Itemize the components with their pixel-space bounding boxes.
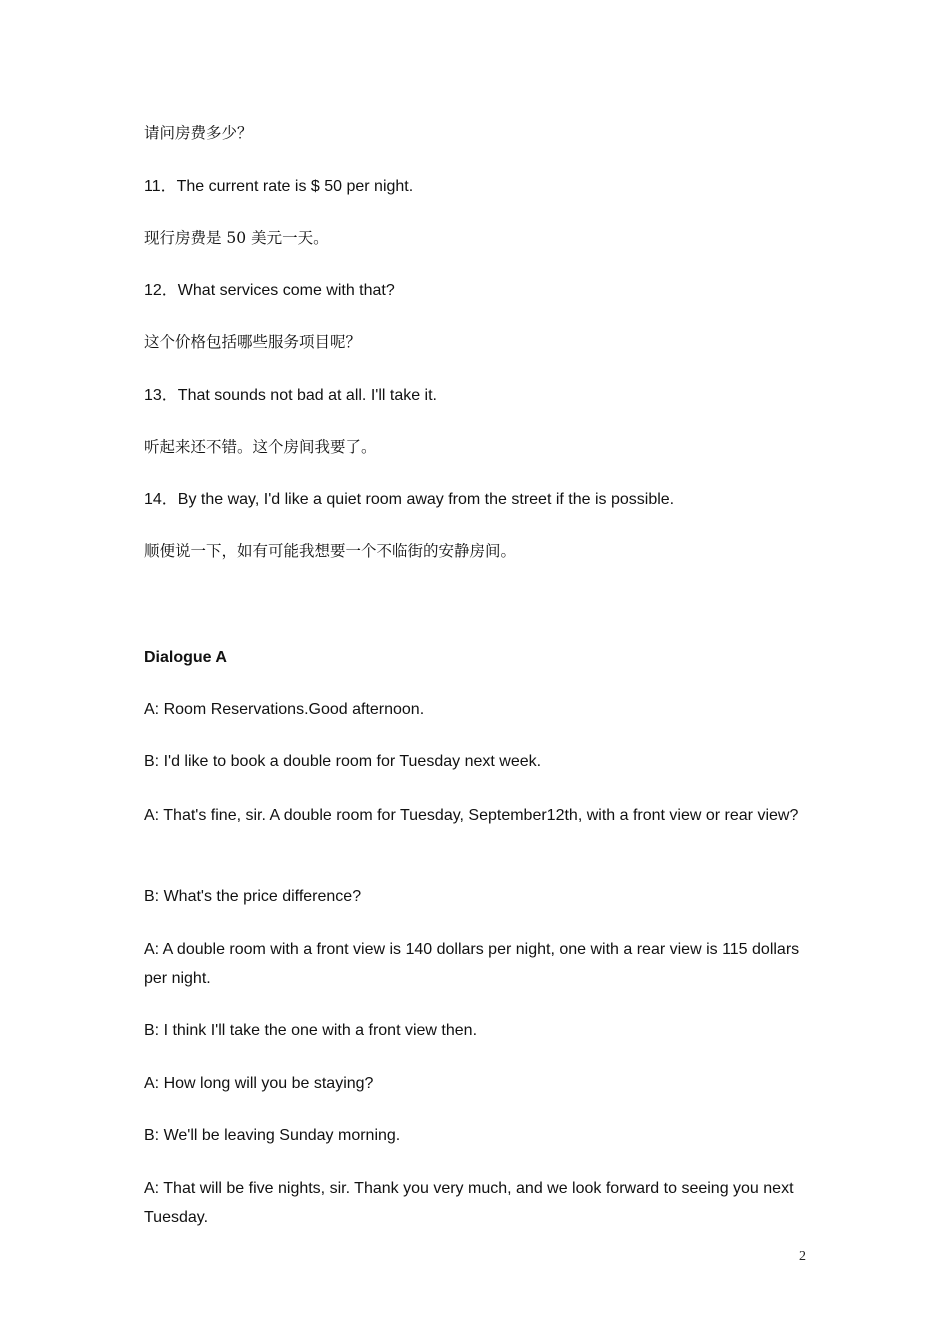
chinese-question-rate: 请问房费多少？	[144, 124, 253, 142]
dialogue-line-2: B: I'd like to book a double room for Tuesday next week.	[144, 753, 542, 770]
dialogue-line-7: A: How long will you be staying?	[144, 1075, 374, 1092]
chinese-sentence-11: 现行房费是 50 美元一天。	[144, 229, 329, 247]
dialogue-line-5: A: A double room with a front view is 140 dollars per night, one with a rear view is 115 dollars per night.	[144, 941, 800, 987]
dialogue-line-9: A: That will be five nights, sir. Thank you very much, and we look forward to seeing you next Tuesday.	[144, 1180, 794, 1226]
page-number: 2	[799, 1249, 806, 1264]
chinese-sentence-14: 顺便说一下，如有可能我想要一个不临街的安静房间。	[144, 542, 517, 560]
dialogue-line-8: B: We'll be leaving Sunday morning.	[144, 1127, 401, 1144]
dialogue-title: Dialogue A	[144, 649, 227, 666]
sentence-14: 14．By the way, I'd like a quiet room away from the street if the is possible.	[144, 491, 675, 508]
sentence-12: 12．What services come with that?	[144, 282, 395, 299]
dialogue-line-3: A: That's fine, sir. A double room for Tuesday, September12th, with a front view or rear view?	[144, 807, 799, 824]
sentence-13: 13．That sounds not bad at all. I'll take it.	[144, 387, 438, 404]
chinese-sentence-13: 听起来还不错。这个房间我要了。	[144, 438, 377, 456]
dialogue-line-4: B: What's the price difference?	[144, 888, 362, 905]
chinese-sentence-12: 这个价格包括哪些服务项目呢？	[144, 333, 362, 351]
sentence-11: 11．The current rate is $ 50 per night.	[144, 178, 414, 195]
dialogue-line-1: A: Room Reservations.Good afternoon.	[144, 701, 425, 718]
dialogue-line-6: B: I think I'll take the one with a front view then.	[144, 1022, 478, 1039]
